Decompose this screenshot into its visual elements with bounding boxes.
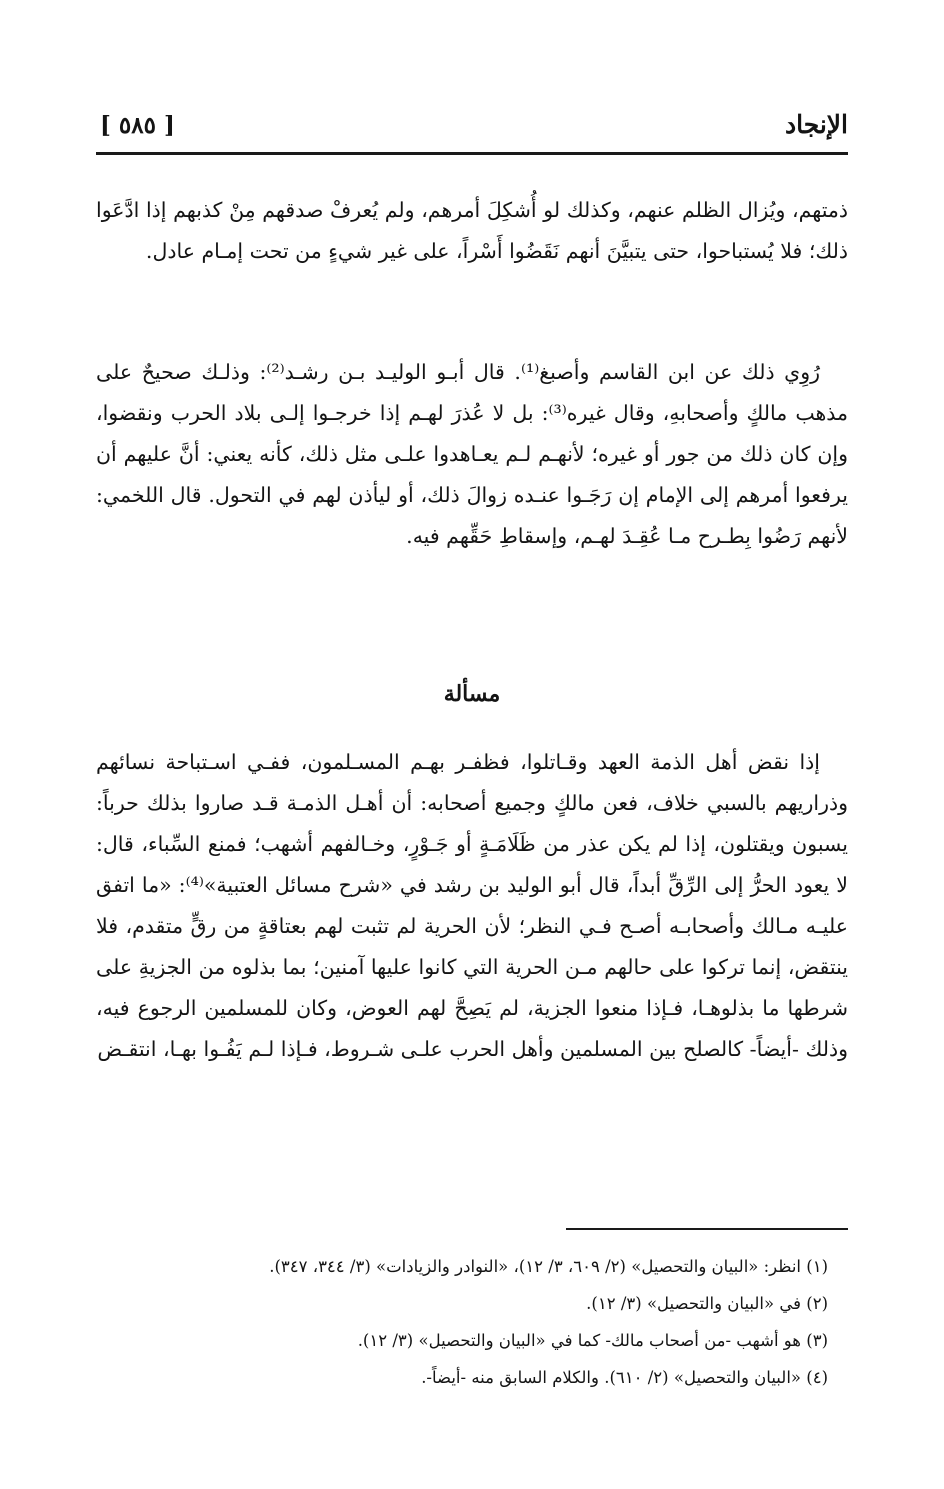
- header-rule: [96, 152, 848, 155]
- footnote-4: (٤) «البيان والتحصيل» (٢/ ٦١٠). والكلام السابق منه -أيضاً-.: [421, 1368, 828, 1387]
- section-paragraph: [96, 742, 848, 1070]
- paragraph-2-text: رُوِي ذلك عن ابن القاسم وأصبغ⁽¹⁾. قال أبـو الوليـد بـن رشـد⁽²⁾: وذلـك صحيحٌ على مذهب مالكٍ وأصحابهِ، وقال غيره⁽³⁾: بل لا عُذرَ لهـم إذا خرجـوا إلـى بلاد الحرب ونقضوا، وإن كان ذلك من جور أو غيره؛ لأنهـم لـم يعـاهدوا علـى مثل ذلك، كأنه يعني: أنَّ عليهم أن يرفعوا أمرهم إلى الإمام إن رَجَـوا عنـده زوالَ ذلك، أو ليأذن لهم في التحول. قال اللخمي: لأنهم رَضُوا بِطـرح مـا عُقِـدَ لهـم، وإسقاطِ حَقِّهم فيه.: [96, 360, 848, 548]
- section-paragraph-text: إذا نقض أهل الذمة العهد وقـاتلوا، فظفـر بهـم المسـلمون، ففـي اسـتباحة نسائهم وذراريهم بالسبي خلاف، فعن مالكٍ وجميع أصحابه: أن أهـل الذمـة قـد صاروا بذلك حرباً: يسبون ويقتلون، إذا لم يكن عذر من ظَلَامَـةٍ أو جَـوْرٍ، وخـالفهم أشهب؛ فمنع السِّباء، قال: لا يعود الحرُّ إلى الرِّقِّ أبداً، قال أبو الوليد بن رشد في «شرح مسائل العتبية»⁽⁴⁾: «ما اتفق عليـه مـالك وأصحابـه أصـح فـي النظر؛ لأن الحرية لم تثبت لهم بعتاقةٍ من رقٍّ متقدم، فلا ينتقض، إنما تركوا على حالهم مـن الحرية التي كانوا عليها آمنين؛ بما بذلوه من الجزيةِ على شرطها ما بذلوهـا، فـإذا منعوا الجزية، لم يَصِحَّ لهم العوض، وكان للمسلمين الرجوع فيه، وذلك -أيضاً- كالصلح بين المسلمين وأهل الحرب علـى شـروط، فـإذا لـم يَفُـوا بهـا، انتقـض: [96, 750, 848, 1061]
- paragraph-1: [96, 190, 848, 272]
- footnote-rule: [566, 1228, 848, 1230]
- page-number: [ ٥٨٥ ]: [100, 112, 175, 139]
- running-title: الإنجاد: [784, 110, 848, 139]
- paragraph-1-text: ذمتهم، ويُزال الظلم عنهم، وكذلك لو أُشكِلَ أمرهم، ولم يُعرفْ صدقهم مِنْ كذبهم إذا ادَّعَوا ذلك؛ فلا يُستباحوا، حتى يتبيَّنَ أنهم نَقَضُوا أَسْراً، على غير شيءٍ من تحت إمـام عادل.: [96, 198, 848, 263]
- running-header: [96, 108, 848, 148]
- section-title: مسألة: [443, 681, 501, 707]
- footnote-1: (١) انظر: «البيان والتحصيل» (٢/ ٦٠٩، ٣/ ١٢)، «النوادر والزيادات» (٣/ ٣٤٤، ٣٤٧).: [269, 1257, 828, 1276]
- footnote-3: (٣) هو أشهب -من أصحاب مالك- كما في «البيان والتحصيل» (٣/ ١٢).: [357, 1331, 828, 1350]
- footnotes: [96, 1248, 848, 1396]
- footnote-2: (٢) في «البيان والتحصيل» (٣/ ١٢).: [586, 1294, 828, 1313]
- paragraph-2: [96, 352, 848, 557]
